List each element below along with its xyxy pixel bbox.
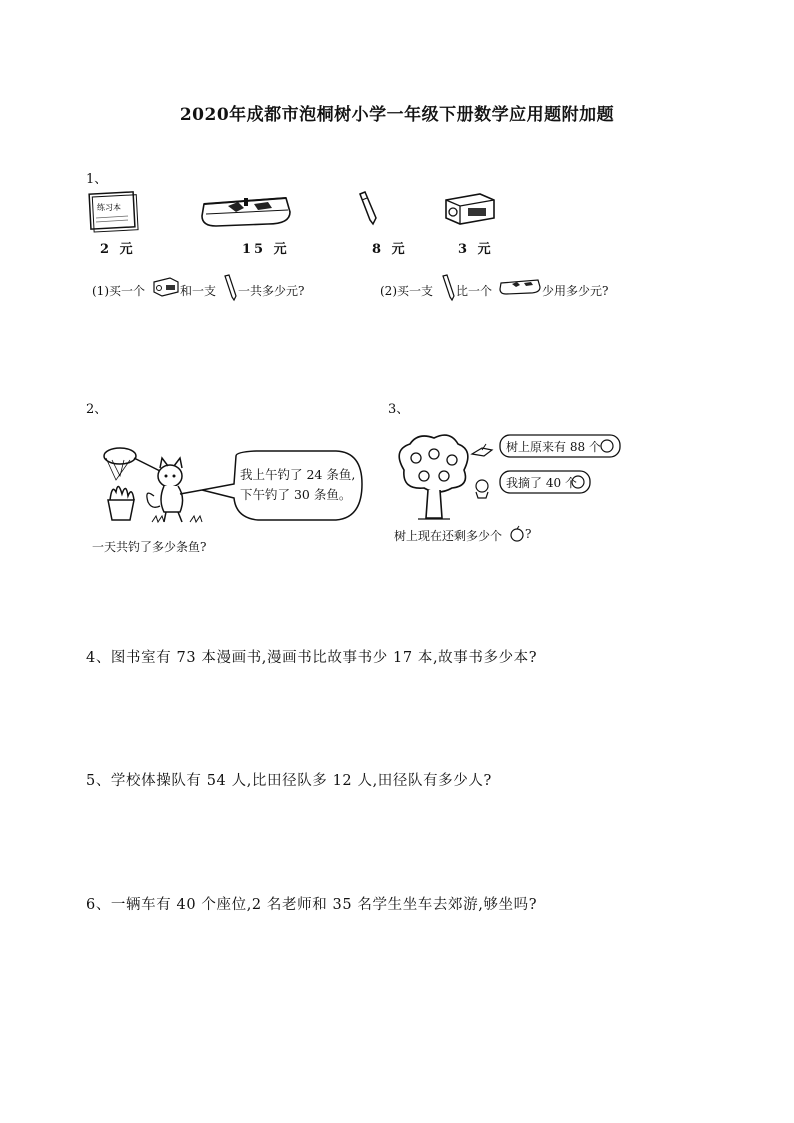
- question-2-text: 一天共钓了多少条鱼?: [92, 540, 207, 554]
- q1-sub2-part1: (2)买一支: [380, 284, 433, 298]
- q1-sub2-part2: 比一个: [456, 284, 493, 298]
- pencil-case-price: 15 元: [242, 242, 290, 257]
- notebook-label: 练习本: [97, 203, 121, 212]
- speech-line-1: 我上午钓了 24 条鱼,: [240, 467, 356, 482]
- q1-sub1-part2: 和一支: [180, 284, 217, 298]
- bubble-1-text: 树上原来有 88 个: [506, 440, 601, 454]
- apple-icon: [509, 526, 525, 542]
- question-1-number: 1、: [86, 172, 108, 187]
- q1-sub2-part3: 少用多少元?: [542, 284, 609, 298]
- question-4: 4、图书室有 73 本漫画书,漫画书比故事书少 17 本,故事书多少本?: [86, 650, 538, 666]
- notebook-icon: [88, 190, 138, 232]
- pencil-case-icon-small: [498, 276, 542, 298]
- question-3-number: 3、: [388, 402, 410, 417]
- q1-sub1-part3: 一共多少元?: [238, 284, 305, 298]
- pen-icon: [356, 190, 380, 226]
- question-3-end: ?: [525, 527, 532, 541]
- notebook-price: 2 元: [100, 242, 136, 257]
- pen-icon-small: [222, 274, 238, 302]
- sharpener-icon: [440, 190, 498, 226]
- question-3-text: 树上现在还剩多少个: [394, 529, 503, 543]
- question-6: 6、一辆车有 40 个座位,2 名老师和 35 名学生坐车去郊游,够坐吗?: [86, 897, 538, 913]
- speech-line-2: 下午钓了 30 条鱼。: [240, 487, 352, 502]
- sharpener-icon-small: [152, 276, 180, 298]
- apple-tree-illustration: [388, 430, 478, 522]
- question-5: 5、学校体操队有 54 人,比田径队多 12 人,田径队有多少人?: [86, 773, 492, 789]
- pen-icon-small-2: [440, 274, 456, 302]
- page-title: 2020年成都市泡桐树小学一年级下册数学应用题附加题: [179, 105, 615, 125]
- sharpener-price: 3 元: [458, 242, 494, 257]
- bubble-2-text: 我摘了 40 个: [506, 476, 577, 490]
- pen-price: 8 元: [372, 242, 408, 257]
- question-2-number: 2、: [86, 402, 108, 417]
- characters-icon: [468, 440, 498, 500]
- q1-sub1-part1: (1)买一个: [92, 284, 145, 298]
- pencil-case-icon: [198, 190, 294, 232]
